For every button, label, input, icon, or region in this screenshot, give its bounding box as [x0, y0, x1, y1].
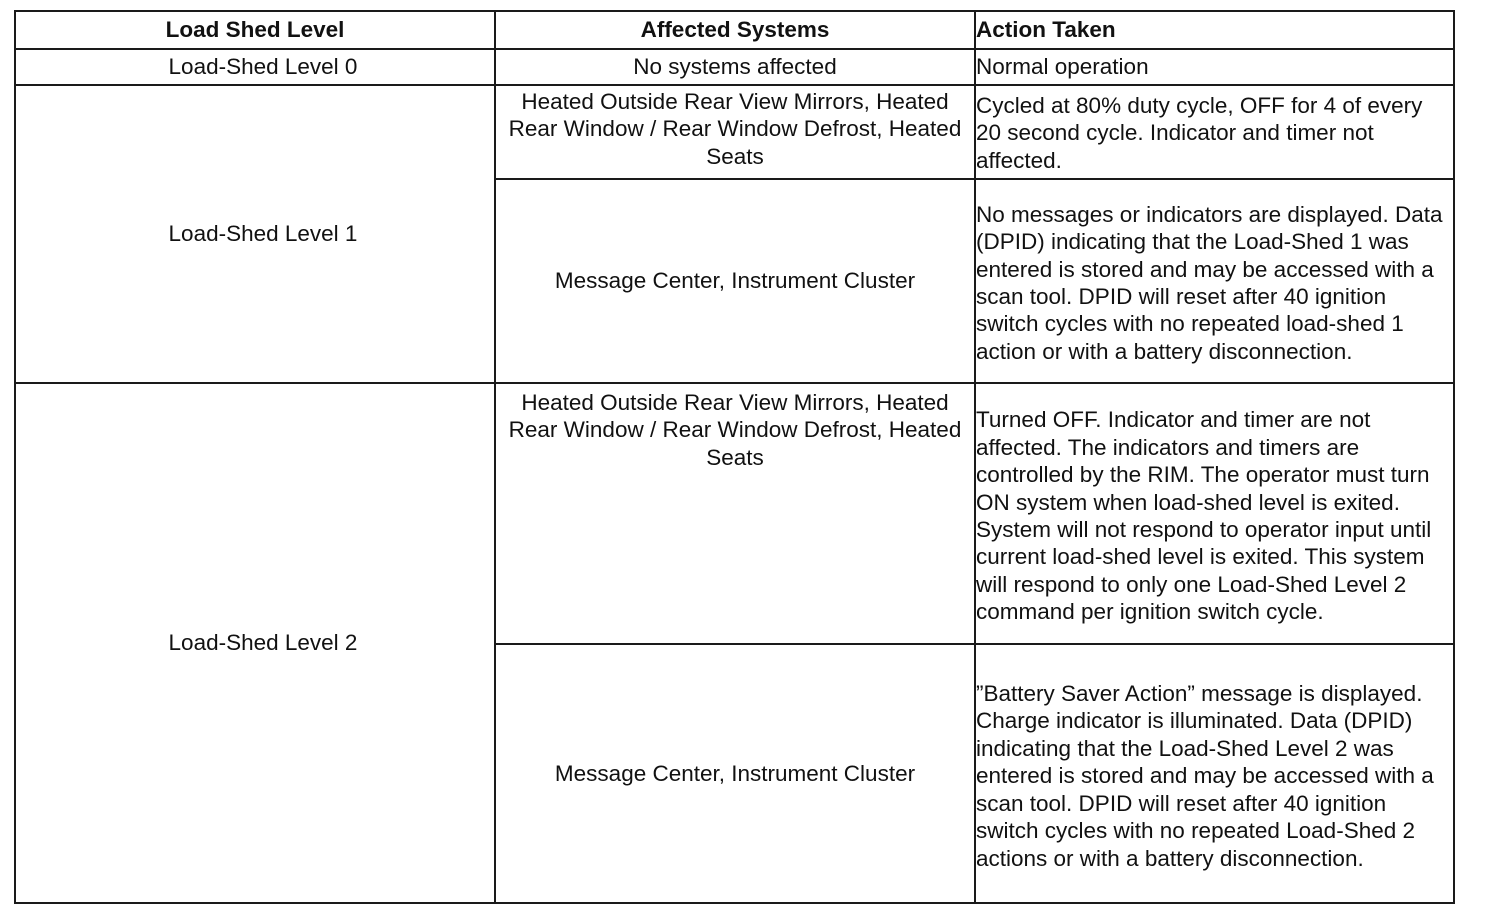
header-affected-systems: Affected Systems	[495, 11, 975, 49]
header-load-shed-level: Load Shed Level	[15, 11, 495, 49]
table-header-row	[15, 11, 1454, 49]
level-0-systems: No systems affected	[495, 49, 975, 85]
level-0-cell	[15, 49, 495, 85]
level-0-action: Normal operation	[975, 49, 1454, 85]
level-1-cell	[15, 85, 495, 383]
level-2-cell	[15, 383, 495, 903]
level-1-label: Load-Shed Level 1	[168, 221, 358, 247]
level-2-heated-systems: Heated Outside Rear View Mirrors, Heated Rear Window / Rear Window Defrost, Heated Seats	[495, 383, 975, 644]
table-row	[15, 383, 1454, 644]
level-1-cluster-action: No messages or indicators are displayed. Data (DPID) indicating that the Load-Shed 1 was entered is stored and may be accessed with a scan tool. DPID will reset after 40 ignition switch cycles with no repeated load-shed 1 action or with a battery disconnection.	[975, 179, 1454, 383]
level-2-heated-action: Turned OFF. Indicator and timer are not affected. The indicators and timers are controlled by the RIM. The operator must turn ON system when load-shed level is exited. System will not respond to operator input until current load-shed level is exited. This system will respond to only one Load-Shed Level 2 command per ignition switch cycle.	[975, 383, 1454, 644]
table-row	[15, 85, 1454, 179]
level-1-cluster-systems: Message Center, Instrument Cluster	[495, 179, 975, 383]
level-2-label: Load-Shed Level 2	[168, 630, 358, 656]
load-shed-table	[14, 10, 1455, 904]
level-1-heated-systems: Heated Outside Rear View Mirrors, Heated Rear Window / Rear Window Defrost, Heated Seats	[495, 85, 975, 179]
level-1-heated-action: Cycled at 80% duty cycle, OFF for 4 of every 20 second cycle. Indicator and timer not affected.	[975, 85, 1454, 179]
level-2-cluster-systems: Message Center, Instrument Cluster	[495, 644, 975, 903]
level-2-cluster-action: ”Battery Saver Action” message is displayed. Charge indicator is illuminated. Data (DPID) indicating that the Load-Shed Level 2 was entered is stored and may be accessed with a scan tool. DPID will reset after 40 ignition switch cycles with no repeated Load-Shed 2 actions or with a battery disconnection.	[975, 644, 1454, 903]
table-row	[15, 49, 1454, 85]
level-0-label: Load-Shed Level 0	[168, 54, 358, 80]
header-action-taken: Action Taken	[975, 11, 1454, 49]
